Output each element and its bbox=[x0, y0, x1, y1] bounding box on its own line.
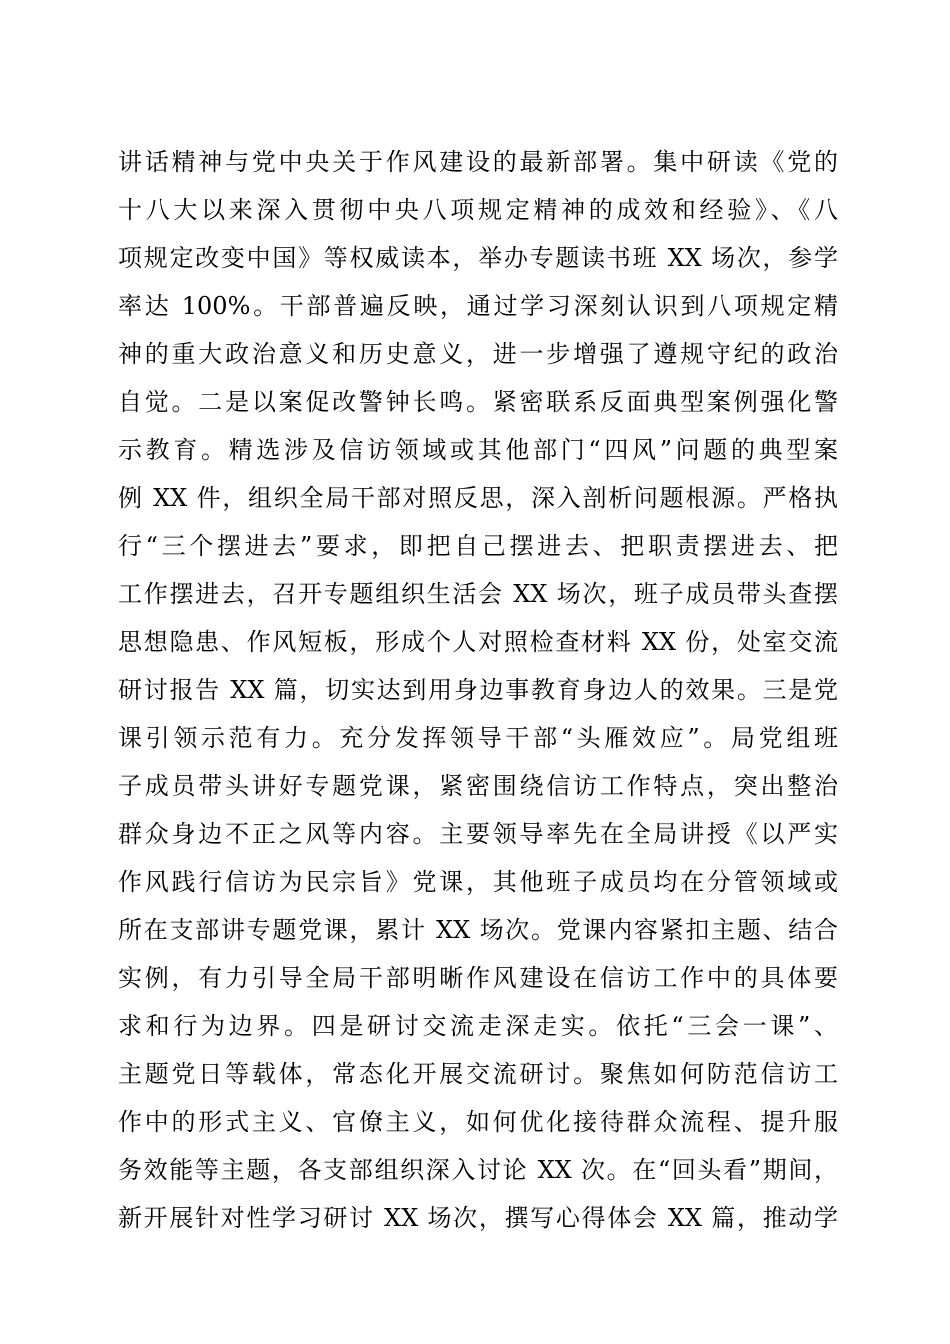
text-line-16: 作风践行信访为民宗旨》党课，其他班子成员均在分管领域或 bbox=[118, 868, 838, 896]
text-line-20: 主题党日等载体，常态化开展交流研讨。聚焦如何防范信访工 bbox=[118, 1060, 838, 1088]
text-line-5: 神的重大政治意义和历史意义，进一步增强了遵规守纪的政治 bbox=[118, 340, 838, 368]
text-line-4: 率达 100%。干部普遍反映，通过学习深刻认识到八项规定精 bbox=[118, 292, 838, 320]
text-line-12: 研讨报告 XX 篇，切实达到用身边事教育身边人的效果。三是党 bbox=[118, 676, 838, 704]
text-line-9: 行“三个摆进去”要求，即把自己摆进去、把职责摆进去、把 bbox=[118, 532, 838, 560]
text-line-7: 示教育。精选涉及信访领域或其他部门“四风”问题的典型案 bbox=[118, 436, 838, 464]
text-line-19: 求和行为边界。四是研讨交流走深走实。依托“三会一课”、 bbox=[118, 1012, 838, 1040]
text-line-3: 项规定改变中国》等权威读本，举办专题读书班 XX 场次，参学 bbox=[118, 244, 838, 272]
text-line-21: 作中的形式主义、官僚主义，如何优化接待群众流程、提升服 bbox=[118, 1108, 838, 1136]
text-line-1: 讲话精神与党中央关于作风建设的最新部署。集中研读《党的 bbox=[118, 148, 838, 176]
text-line-18: 实例，有力引导全局干部明晰作风建设在信访工作中的具体要 bbox=[118, 964, 838, 992]
text-line-23: 新开展针对性学习研讨 XX 场次，撰写心得体会 XX 篇，推动学 bbox=[118, 1204, 838, 1232]
text-line-15: 群众身边不正之风等内容。主要领导率先在全局讲授《以严实 bbox=[118, 820, 838, 848]
text-line-13: 课引领示范有力。充分发挥领导干部“头雁效应”。局党组班 bbox=[118, 724, 838, 752]
text-line-22: 务效能等主题，各支部组织深入讨论 XX 次。在“回头看”期间， bbox=[118, 1156, 838, 1184]
text-line-8: 例 XX 件，组织全局干部对照反思，深入剖析问题根源。严格执 bbox=[118, 484, 838, 512]
text-line-10: 工作摆进去，召开专题组织生活会 XX 场次，班子成员带头查摆 bbox=[118, 580, 838, 608]
text-line-14: 子成员带头讲好专题党课，紧密围绕信访工作特点，突出整治 bbox=[118, 772, 838, 800]
text-line-2: 十八大以来深入贯彻中央八项规定精神的成效和经验》、《八 bbox=[118, 196, 838, 224]
text-line-17: 所在支部讲专题党课，累计 XX 场次。党课内容紧扣主题、结合 bbox=[118, 916, 838, 944]
text-line-6: 自觉。二是以案促改警钟长鸣。紧密联系反面典型案例强化警 bbox=[118, 388, 838, 416]
text-line-11: 思想隐患、作风短板，形成个人对照检查材料 XX 份，处室交流 bbox=[118, 628, 838, 656]
body-paragraph bbox=[118, 138, 838, 1242]
